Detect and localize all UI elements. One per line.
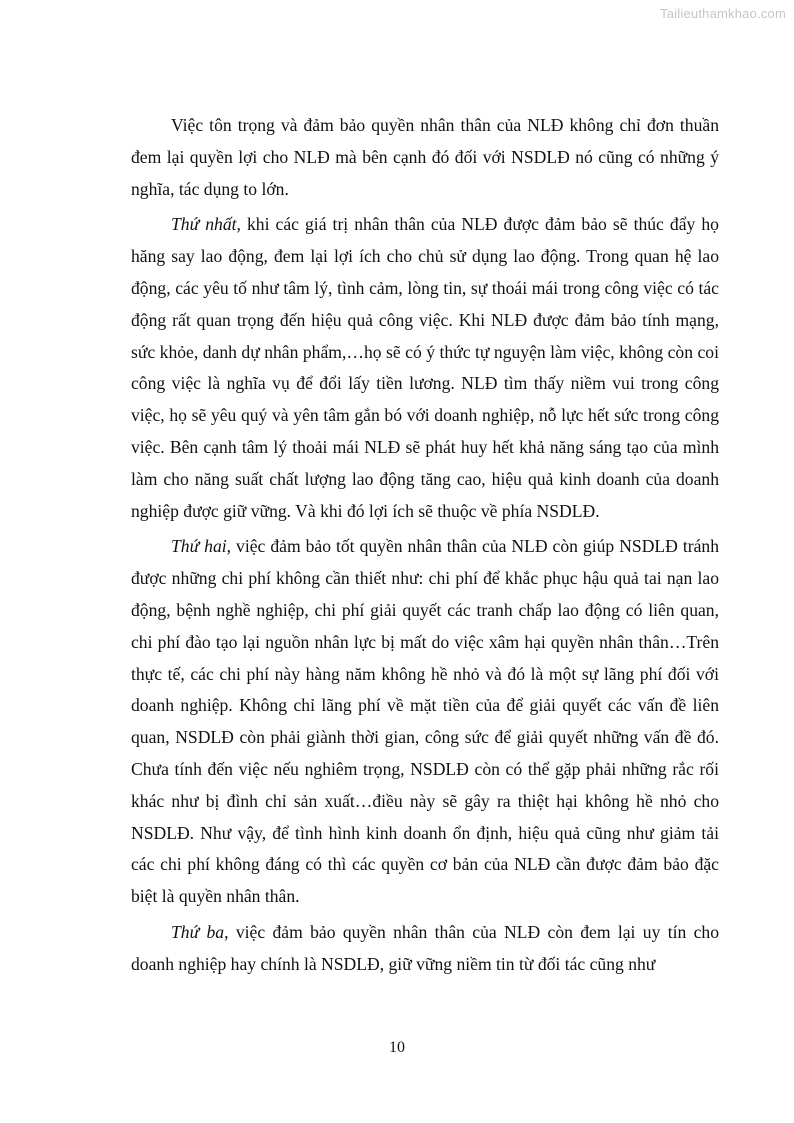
paragraph-intro <box>131 110 719 205</box>
watermark-text: Tailieuthamkhao.com <box>660 6 786 21</box>
document-body <box>131 110 719 981</box>
paragraph-third-point <box>131 917 719 981</box>
paragraph-lead: Thứ ba <box>171 921 225 942</box>
paragraph-lead: Thứ hai <box>171 536 227 557</box>
paragraph-text: khi các giá trị nhân thân của NLĐ được đảm bảo sẽ thúc đẩy họ hăng say lao động, đem lại lợi ích cho chủ sử dụng lao động. Trong quan hệ lao động, các yêu tố như tâm lý, tình cảm, lòng tin, sự thoái mái trong công việc có tác động rất quan trọng đến hiệu quả công việc. Khi NLĐ được đảm bảo tính mạng, sức khỏe, danh dự nhân phẩm,…họ sẽ có ý thức tự nguyện làm việc, không còn coi công việc là nghĩa vụ để đổi lấy tiền lương. NLĐ tìm thấy niềm vui trong công việc, họ sẽ yêu quý và yên tâm gắn bó với doanh nghiệp, nỗ lực hết sức trong công việc. Bên cạnh tâm lý thoải mái NLĐ sẽ phát huy hết khả năng sáng tạo của mình làm cho năng suất chất lượng lao động tăng cao, hiệu quả kinh doanh của doanh nghiệp được giữ vững. Và khi đó lợi ích sẽ thuộc về phía NSDLĐ. <box>131 214 719 521</box>
paragraph-first-point <box>131 209 719 527</box>
page-number: 10 <box>389 1039 405 1056</box>
paragraph-text: Việc tôn trọng và đảm bảo quyền nhân thân của NLĐ không chỉ đơn thuần đem lại quyền lợi cho NLĐ mà bên cạnh đó đối với NSDLĐ nó cũng có những ý nghĩa, tác dụng to lớn. <box>131 115 719 199</box>
paragraph-text: , việc đảm bảo tốt quyền nhân thân của NLĐ còn giúp NSDLĐ tránh được những chi phí không cần thiết như: chi phí để khắc phục hậu quả tai nạn lao động, bệnh nghề nghiệp, chi phí giải quyết các tranh chấp lao động có liên quan, chi phí đào tạo lại nguồn nhân lực bị mất do việc xâm hại quyền nhân thân…Trên thực tế, các chi phí này hàng năm không hề nhỏ và đó là một sự lãng phí đối với doanh nghiệp. Không chỉ lãng phí về mặt tiền của để giải quyết các vấn đề liên quan, NSDLĐ còn phải giành thời gian, công sức để giải quyết những vấn đề đó. Chưa tính đến việc nếu nghiêm trọng, NSDLĐ còn có thể gặp phải những rắc rối khác như bị đình chỉ sản xuất…điều này sẽ gây ra thiệt hại không hề nhỏ cho NSDLĐ. Như vậy, để tình hình kinh doanh ổn định, hiệu quả cũng như giảm tải các chi phí không đáng có thì các quyền cơ bản của NLĐ cần được đảm bảo đặc biệt là quyền nhân thân. <box>131 536 720 907</box>
paragraph-text: , việc đảm bảo quyền nhân thân của NLĐ còn đem lại uy tín cho doanh nghiệp hay chính là NSDLĐ, giữ vững niềm tin từ đối tác cũng như <box>131 921 719 974</box>
paragraph-second-point <box>131 531 719 913</box>
paragraph-lead: Thứ nhất, <box>171 214 241 235</box>
